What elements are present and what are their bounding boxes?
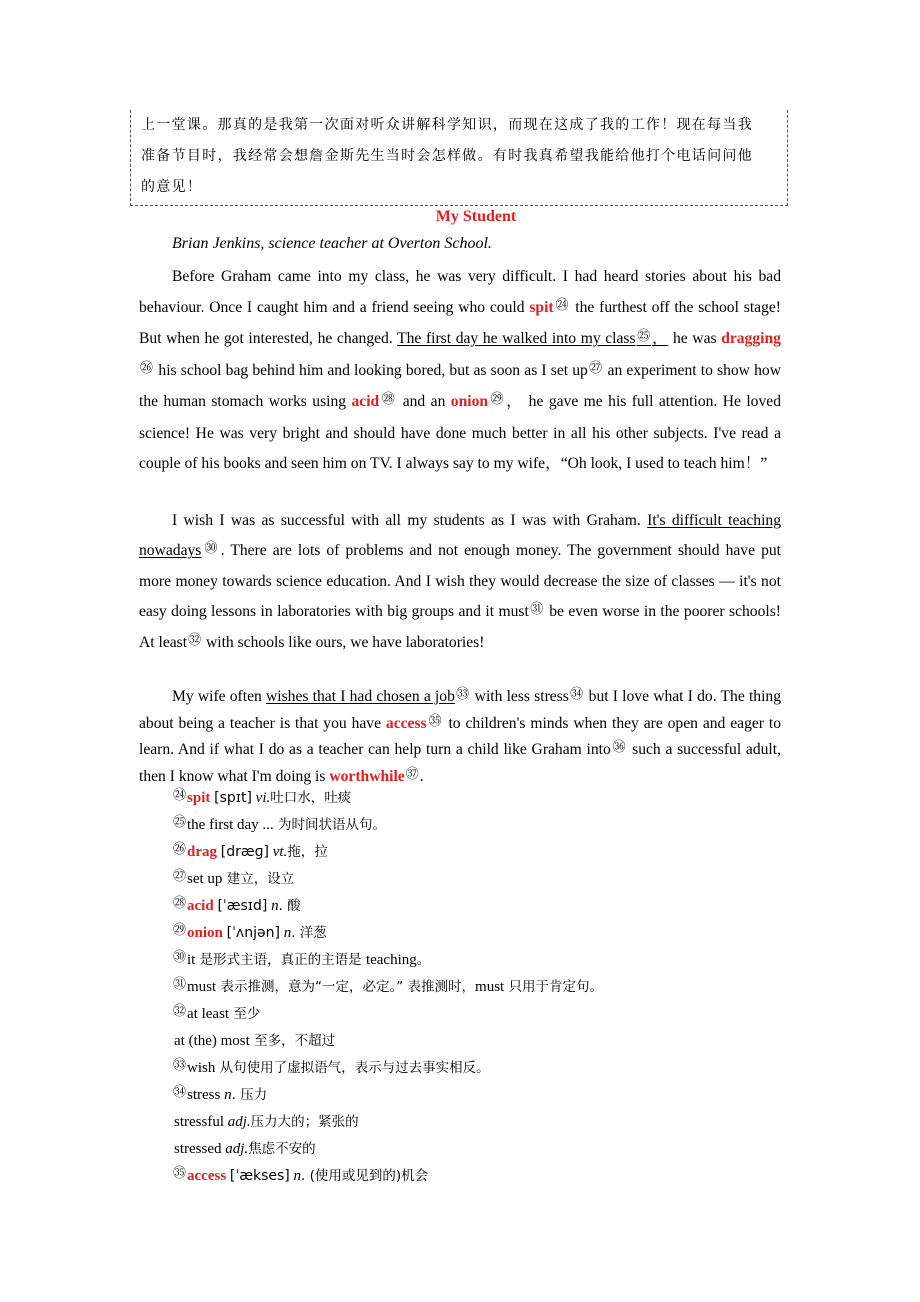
note-meaning: 从句使用了虚拟语气，表示与过去事实相反。 xyxy=(215,1060,490,1076)
note-meaning: 压力大的；紧张的 xyxy=(250,1114,359,1130)
article-paragraph-2 xyxy=(139,506,781,659)
note-marker: ㉖ xyxy=(140,360,154,376)
note-item xyxy=(172,1055,792,1082)
note-item xyxy=(172,839,792,866)
note-meaning: 焦虑不安的 xyxy=(248,1141,316,1157)
translation-line: 上一堂课。那真的是我第一次面对听众讲解科学知识，而现在这成了我的工作！现在每当我 xyxy=(141,117,753,133)
note-meaning: 至少 xyxy=(229,1006,261,1022)
vocabulary-notes xyxy=(172,785,792,1190)
text-run: such a successful adult, then I know what I'm doing is xyxy=(139,741,781,785)
note-phonetic: [ˈʌnjən] xyxy=(226,925,280,941)
note-marker: ㉜ xyxy=(173,1004,187,1019)
note-item xyxy=(172,920,792,947)
note-phonetic: [dræɡ] xyxy=(220,844,269,860)
underlined-phrase: wishes that I had chosen a job xyxy=(266,688,455,705)
note-meaning: . 酸 xyxy=(278,898,301,914)
text-run: ， he gave me his full attention. He loved science! He was very bright and should have done much better in all his other subjects. I've read a couple of his books and seen him on TV. I always say to my wife，“Oh look, I used to teach him！” xyxy=(139,393,781,472)
note-meaning: 为时间状语从句。 xyxy=(273,817,386,833)
note-marker: ㉟ xyxy=(173,1166,187,1181)
note-marker: ㉗ xyxy=(173,869,187,884)
note-item xyxy=(172,1109,792,1136)
note-text: at least xyxy=(187,1006,230,1022)
text-run: to children's minds when they are open and eager to learn. And if what I do as a teacher can help turn a child like Graham into xyxy=(139,714,781,758)
note-word: spit xyxy=(187,790,211,806)
note-marker: ㉖ xyxy=(173,842,187,857)
note-item xyxy=(172,1163,792,1190)
note-text: it xyxy=(187,952,196,968)
note-text: at (the) most xyxy=(174,1033,250,1049)
note-word: access xyxy=(187,1168,227,1184)
note-item xyxy=(172,1136,792,1163)
note-text: teaching xyxy=(365,952,417,968)
note-marker: ㊲ xyxy=(405,766,419,782)
note-pos: vt. xyxy=(272,844,288,860)
note-item xyxy=(172,812,792,839)
underlined-phrase: It's difficult teaching nowadays xyxy=(139,512,782,559)
note-meaning: 是形式主语，真正的主语是 xyxy=(195,952,366,968)
keyword-access: access xyxy=(385,714,427,732)
note-text: must xyxy=(187,979,217,995)
note-text: stressed xyxy=(174,1141,226,1157)
translation-line: 准备节目时，我经常会想詹金斯先生当时会怎样做。有时我真希望我能给他打个电话问问他 xyxy=(141,148,753,164)
note-item xyxy=(172,893,792,920)
note-meaning: . 压力 xyxy=(231,1087,268,1103)
note-pos: n xyxy=(271,898,279,914)
text-run: with schools like ours, we have laboratories! xyxy=(202,634,485,651)
text-run: his school bag behind him and looking bored, but as soon as I set up xyxy=(154,361,588,379)
note-marker: ㉚ xyxy=(202,541,220,556)
keyword-dragging: dragging xyxy=(721,330,781,347)
note-marker: ㉕ xyxy=(636,329,652,344)
keyword-acid: acid xyxy=(351,393,380,410)
note-meaning: 只用于肯定句。 xyxy=(504,979,604,995)
article-title: My Student xyxy=(435,208,517,225)
note-text: stress xyxy=(187,1087,225,1103)
note-text: set up xyxy=(187,871,223,887)
text-run: and an xyxy=(397,393,451,410)
text-run: . xyxy=(419,767,424,785)
note-marker: ㉙ xyxy=(173,923,187,938)
text-run: with less stress xyxy=(470,688,569,705)
note-item xyxy=(172,1001,792,1028)
note-marker: ㉘ xyxy=(173,896,187,911)
note-meaning: 建立，设立 xyxy=(222,871,295,887)
underlined-phrase: The first day he walked into my class㉕， xyxy=(397,329,669,347)
note-pos: n xyxy=(224,1087,232,1103)
text-run: . There are lots of problems and not enough money. The government should have put more money towards science education. And I wish they would decrease the size of classes — it's not easy doing lessons in laboratories with big groups and it must xyxy=(139,542,781,620)
text-run: he was xyxy=(668,330,722,347)
note-marker: ㉞ xyxy=(569,687,584,702)
note-word: onion xyxy=(187,925,223,941)
keyword-worthwhile: worthwhile xyxy=(329,767,405,785)
note-marker: ㉗ xyxy=(588,360,603,376)
note-meaning: 。 xyxy=(416,952,431,968)
note-phonetic: [spɪt] xyxy=(214,790,252,806)
note-marker: ㉕ xyxy=(173,815,187,830)
note-phonetic: [ˈækses] xyxy=(229,1168,290,1184)
note-phonetic: [ˈæsɪd] xyxy=(217,898,268,914)
note-item xyxy=(172,1028,792,1055)
note-word: acid xyxy=(187,898,214,914)
note-marker: ㉛ xyxy=(529,602,544,617)
note-marker: ㉚ xyxy=(173,950,187,965)
note-marker: ㉝ xyxy=(455,687,470,702)
text-run: I wish I was as successful with all my students as I was with Graham. xyxy=(172,512,648,529)
note-item xyxy=(172,974,792,1001)
note-marker: ㉝ xyxy=(173,1058,187,1073)
text-run: but I love what I do. The thing about being a teacher is that you have xyxy=(139,688,781,732)
note-pos: adj. xyxy=(225,1141,249,1157)
text-run: the furthest off the school stage! But when he got interested, he changed. xyxy=(139,298,781,347)
note-text: stressful xyxy=(174,1114,228,1130)
note-meaning: 拖，拉 xyxy=(287,844,328,860)
note-word: drag xyxy=(187,844,218,860)
note-item xyxy=(172,1082,792,1109)
text-run: an experiment to show how the human stomach works using xyxy=(139,361,781,410)
note-item xyxy=(172,785,792,812)
note-meaning: . (使用或见到的)机会 xyxy=(301,1168,429,1184)
note-pos: n xyxy=(283,925,292,941)
text-run: be even worse in the poorer schools! At least xyxy=(139,603,781,651)
note-marker: ㉔ xyxy=(554,297,570,313)
note-marker: ㉜ xyxy=(188,633,202,648)
note-text: must xyxy=(475,979,505,995)
translation-box xyxy=(130,110,788,206)
article-paragraph-3 xyxy=(139,684,781,790)
note-meaning: . 洋葱 xyxy=(291,925,327,941)
translation-line: 的意见！ xyxy=(141,179,203,195)
note-pos: vi. xyxy=(255,790,271,806)
note-meaning: 表示推测，意为“一定，必定。” 表推测时， xyxy=(216,979,476,995)
note-pos: adj. xyxy=(227,1114,251,1130)
note-pos: n xyxy=(293,1168,301,1184)
note-item xyxy=(172,947,792,974)
note-meaning: 吐口水，吐痰 xyxy=(270,790,352,806)
note-marker: ㉙ xyxy=(489,392,506,407)
note-marker: ㉟ xyxy=(427,713,443,729)
note-marker: ㊱ xyxy=(611,740,627,755)
note-text: wish xyxy=(187,1060,216,1076)
note-meaning: 至多，不超过 xyxy=(249,1033,336,1049)
note-marker: ㉘ xyxy=(380,392,397,407)
text-run: Before Graham came into my class, he was very difficult. I had heard stories about his bad behaviour. Once I caught him and a friend seeing who could xyxy=(139,268,781,316)
keyword-spit: spit xyxy=(529,298,554,316)
article-byline: Brian Jenkins, science teacher at Overton School. xyxy=(172,235,492,252)
note-marker: ㉔ xyxy=(173,788,187,803)
note-marker: ㉞ xyxy=(173,1085,187,1100)
note-marker: ㉛ xyxy=(173,977,187,992)
article-paragraph-1 xyxy=(139,262,781,480)
note-item xyxy=(172,866,792,893)
note-text: the first day ... xyxy=(187,817,274,833)
keyword-onion: onion xyxy=(450,393,489,410)
text-run: My wife often xyxy=(172,688,266,705)
